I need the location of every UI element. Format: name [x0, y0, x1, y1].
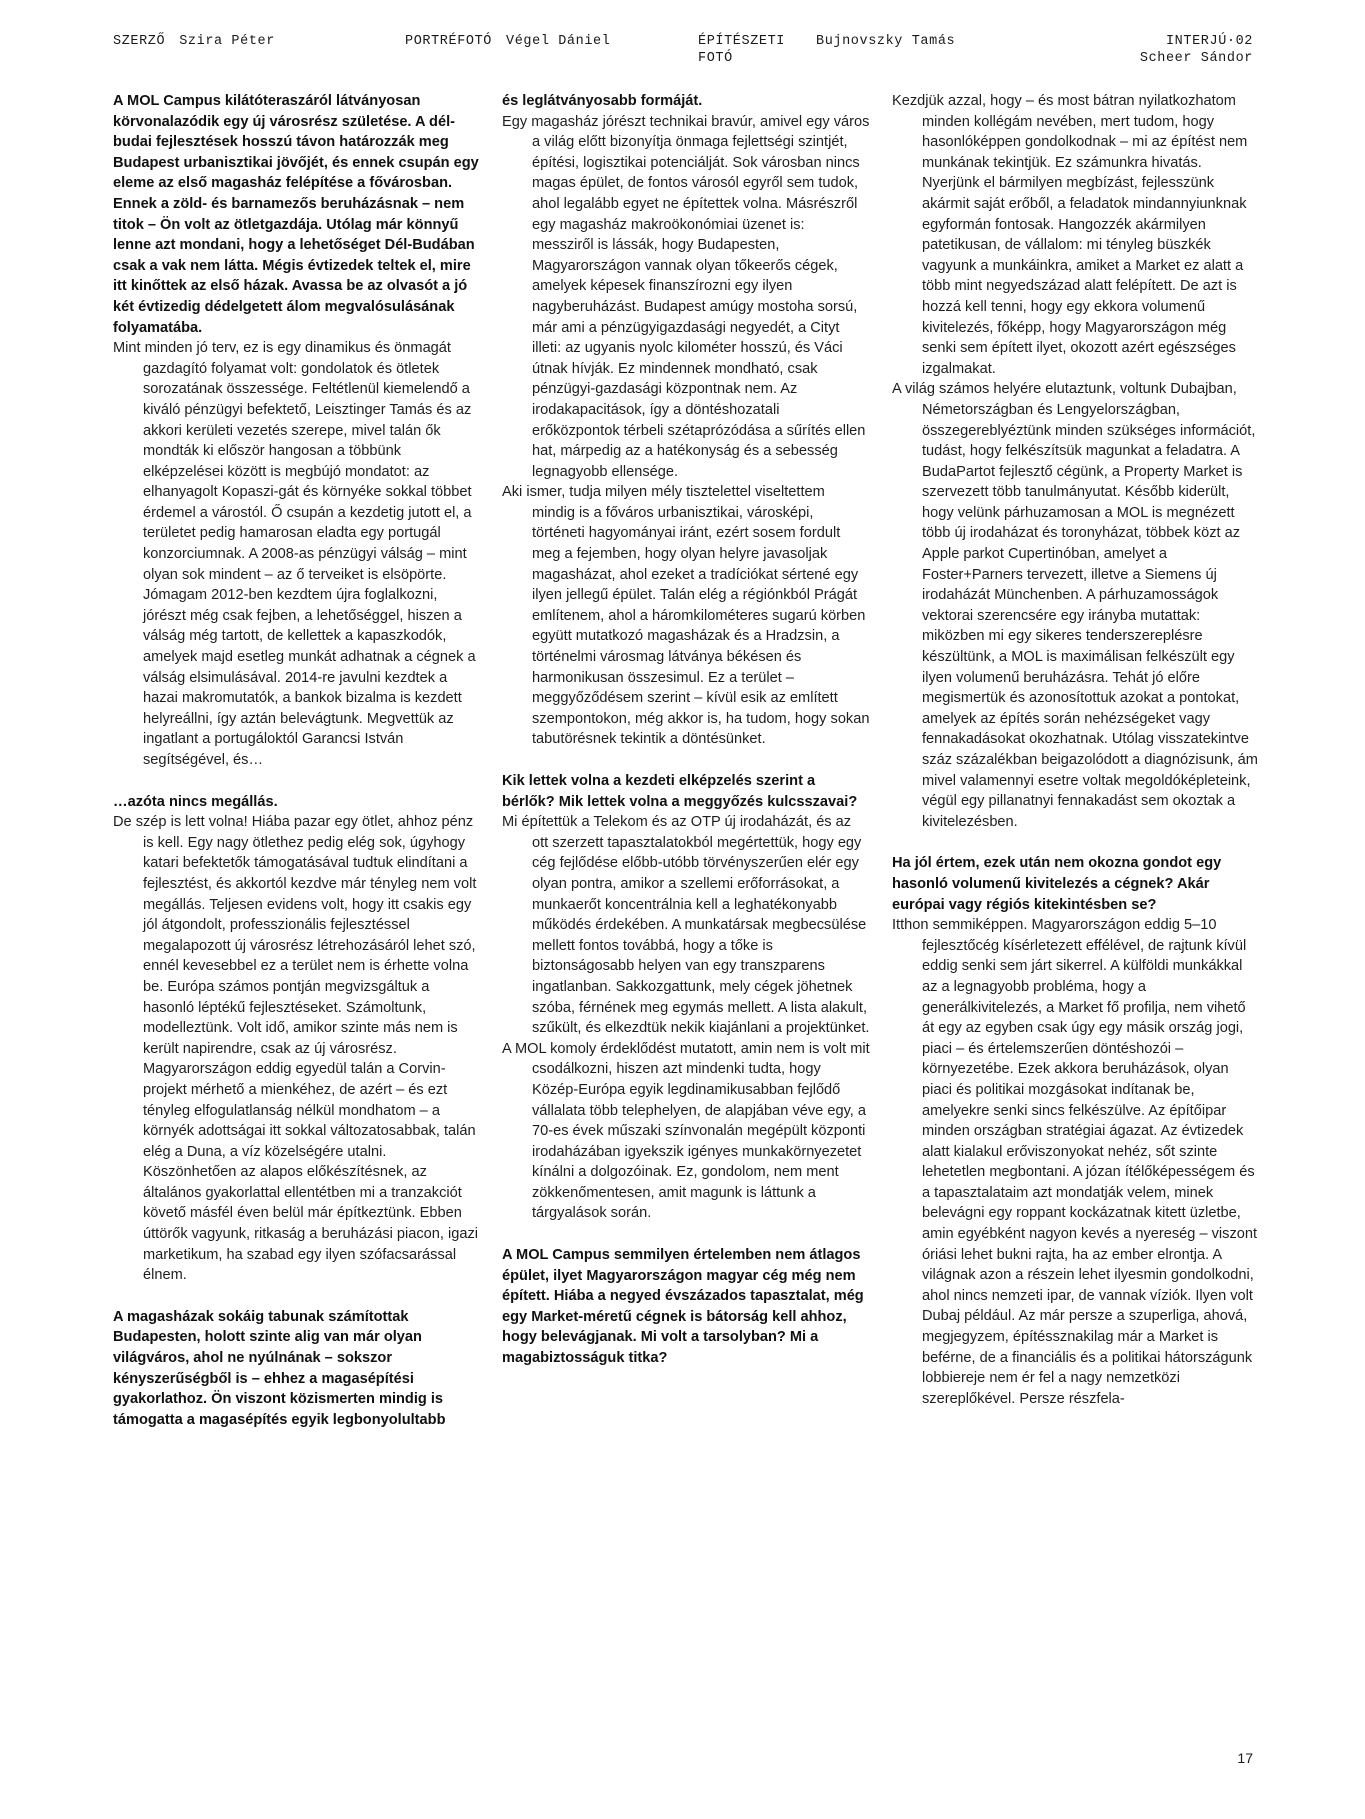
- interview-answer: Mi építettük a Telekom és az OTP új irodaházát, és az ott szerzett tapasztalatokból megértettük, hogy egy cég fejlődése előbb-utóbb törvényszerűen elér egy olyan pontra, amikor a szellemi erőforrásokat, a munkaerőt koncentrálnia kell a leghatékonyabb működés érdekében. A munkatársak megbecsülése mellett fontos továbbá, hogy a tőke is biztonságosabb helyen van egy transzparens ingatlanban. Sakkozgattunk, mely cégek jöhetnek szóba, férnének meg egymás mellett. A lista alakult, szűkült, és elkezdtük nekik kiajánlani a projektünket.: [502, 814, 870, 1037]
- author-label: SZERZŐ: [113, 34, 166, 49]
- text-column-3: [892, 91, 1260, 1409]
- page-number: 17: [1237, 1750, 1253, 1766]
- text-column-1: [113, 91, 481, 1430]
- paragraph-gap: [502, 1224, 870, 1245]
- paragraph-gap: [113, 1286, 481, 1307]
- interview-answer: Kezdjük azzal, hogy – és most bátran nyilatkozhatom minden kollégám nevében, mert tudom, hogy hasonlóképpen gondolkodnak – mi az építést nem munkának tekintjük. Ez számunkra hivatás. Nyerjünk el bármilyen megbízást, fejlesszünk akármit saját erőből, a feladatok mindannyiunknak egyformán fontosak. Hangozzék akármilyen patetikusan, de vállalom: mi tényleg büszkék vagyunk a munkáinkra, amiket a Market ez alatt a több mint negyedszázad alatt felépített. De azt is hozzá kell tenni, hogy egy ekkora volumenű kivitelezés, főképp, hogy Magyarországon még senki sem épített ilyet, okozott azért egészséges izgalmakat.: [892, 93, 1248, 377]
- interview-answer: Itthon semmiképpen. Magyarországon eddig 5–10 fejlesztőcég kísérletezett effélével, de rajtunk kívül eddig senki sem járt sikerrel. A külföldi munkákkal az a legnagyobb probléma, hogy a generálkivitelezés, a Market fő profilja, nem vihető át egy az egyben csak úgy egy másik ország jogi, piaci – és értelemszerűen döntéshozói – környezetébe. Ezek akkora beruházások, olyan piaci és politikai mozgásokat indítanak be, amelyekre senki sincs felkészülve. Az építőipar minden országban stratégiai ágazat. Az évtizedek alatt kialakul erőviszonyokat nehéz, sőt szinte lehetetlen megbontani. A józan ítélőképességem és a tapasztalataim azt mondatják velem, minek belevágni egy roppant kockázatnak kitett üzletbe, amin egyébként nagyon kevés a nyereség – viszont óriási lehet bukni rajta, ha az ember elrontja. A világnak azon a részein lehet ilyesmin gondolkodni, ahol nincs nemzeti ipar, de vannak víziók. Ilyen volt Dubaj például. Az már persze a szuperliga, ahová, megjegyzem, építéssznakilag már a Market is beférne, de a financiális és a politikai hátországunk lobbiereje nem ér fel a nagy nemzetközi szereplőkével. Persze részfela-: [892, 917, 1258, 1407]
- interview-answer: Aki ismer, tudja milyen mély tisztelettel viseltettem mindig is a főváros urbanisztikai, városképi, történeti hagyományai iránt, ezért sosem fordult meg a fejemben, hogy olyan helyre javasoljak magasházat, ahol ezeket a tradíciókat sértené egy ilyen jellegű épület. Talán elég a régiónkból Prágát említenem, ahol a háromkilométeres sugarú körben együtt mutatkozó magasházak és a Hradzsin, a történelmi városmag látványa békésen és harmonikusan összesimul. Ez a terület – meggyőződésem szerint – kívül esik az említett szempontokon, még akkor is, ha tudom, hogy sokan tabutörésnek tekintik a döntésünket.: [502, 484, 870, 748]
- architecture-photographer-2: Scheer Sándor: [1139, 51, 1253, 66]
- section-credit: [1140, 33, 1253, 67]
- architecture-photo-label: [698, 33, 802, 67]
- paragraph-gap: [892, 832, 1260, 853]
- portrait-label: PORTRÉFOTÓ: [405, 34, 493, 49]
- interview-answer: Mint minden jó terv, ez is egy dinamikus és önmagát gazdagító folyamat volt: gondolatok és ötletek sorozatának összessége. Feltétlenül kiemelendő a kiváló pénzügyi befektető, Leisztinger Tamás és az akkori kerületi vezetés szerepe, mivel talán ők mondták ki először hangosan a többünk elképzelései között is megbújó mondatot: az elhanyagolt Kopaszi-gát és környéke sokkal többet érdemel a várostól. Ő csupán a kezdetig jutott el, a területet pedig hamarosan eladta egy portugál konzorciumnak. A 2008-as pénzügyi válság – mint olyan sok mindent – az ő terveiket is elsöpörte. Jómagam 2012-ben kezdtem újra foglalkozni, jórészt még csak fejben, a lehetőséggel, hiszen a válság még tartott, de kellettek a kapaszkodók, amelyek majd esetleg munkát adhatnak a cégnek a válság elsimulásával. 2014-re javulni kezdtek a hazai makromutatók, a bankok bizalma is kezdett helyreállni, így aztán belevágtunk. Megvettük az ingatlant a portugáloktól Garancsi István segítségével, és…: [113, 340, 476, 768]
- author-name: Szira Péter: [179, 34, 275, 49]
- portrait-name: Végel Dániel: [506, 34, 611, 49]
- interview-answer: De szép is lett volna! Hiába pazar egy ötlet, ahhoz pénz is kell. Egy nagy ötlethez pedig elég sok, úgyhogy katari befektetők támogatásával tudtuk elindítani a fejlesztést, és akkortól kezdve már tényleg nem volt megállás. Teljesen evidens volt, hogy itt csakis egy jól átgondolt, professzionális fejlesztéssel megalapozott új városrész létrehozásáról lehet szó, ennél kevesebbel ez a terület nem is érhette volna be. Európa számos pontján megvizsgáltuk a hasonló léptékű fejlesztéseket. Számoltunk, modelleztünk. Volt idő, amikor szinte más nem is került napirendre, csak az új városrész. Magyarországon eddig egyedül talán a Corvin-projekt mérhető a mienkéhez, de azért – és ezt tényleg elfogulatlanság nélkül mondhatom – a környék adottságai itt sokkal változatosabbak, talán elég a Duna, a víz közelségére utalni. Köszönhetően az alapos előkészítésnek, az általános gyakorlattal ellentétben mi a tranzakciót követő másfél éven belül már építkeztünk. Ebben úttörők vagyunk, ritkaság a beruházási piacon, igazi marketikum, ha szabad egy ilyen szófacsarással élnem.: [113, 814, 479, 1284]
- architecture-photo-label-line2: FOTÓ: [698, 51, 733, 66]
- interview-question: A MOL Campus semmilyen értelemben nem átlagos épület, ilyet Magyarországon magyar cég még nem épített. Hiába a negyed évszázados tapasztalat, még egy Market-méretű cégnek is bátorság kell ahhoz, hogy belevágjanak. Mi volt a tarsolyban? Mi a magabiztosságuk titka?: [502, 1247, 864, 1367]
- paragraph-gap: [113, 771, 481, 792]
- interview-question: és leglátványosabb formáját.: [502, 93, 703, 109]
- architecture-photo-label-line1: ÉPÍTÉSZETI: [698, 34, 786, 49]
- section-label: INTERJÚ·02: [1165, 34, 1253, 49]
- interview-question: Ha jól értem, ezek után nem okozna gondot egy hasonló volumenű kivitelezés a cégnek? Akár európai vagy régiós kitekintésben se?: [892, 855, 1222, 913]
- interview-question: A magasházak sokáig tabunak számítottak Budapesten, holott szinte alig van már olyan világváros, ahol ne nyúlnának – sokszor kényszerűségből is – ehhez a magasépítési gyakorlathoz. Ön viszont közismerten mindig is támogatta a magasépítés egyik legbonyolultabb: [113, 1308, 446, 1428]
- interview-answer: A MOL komoly érdeklődést mutatott, amin nem is volt mit csodálkozni, hiszen azt mindenki tudta, hogy Közép-Európa egyik legdinamikusabban fejlődő vállalata több telephelyen, de alapjában véve egy, a 70-es évek műszaki színvonalán megépült központi irodaházában igyekszik igényes munkakörnyezetet kínálni a dolgozóinak. Ez, gondolom, nem ment zökkenőmentesen, amit magunk is láttunk a tárgyalások során.: [502, 1040, 870, 1222]
- interview-question: A MOL Campus kilátóteraszáról látványosan körvonalazódik egy új városrész születése. A dél-budai fejlesztések hosszú távon határozzák meg Budapest urbanisztikai jövőjét, és ennek csupán egy eleme az első magasház felépítése a fővárosban. Ennek a zöld- és barnamezős beruházásnak – nem titok – Ön volt az ötletgazdája. Utólag már könnyű lenne azt mondani, hogy a lehetőséget Dél-Budában csak a vak nem látta. Mégis évtizedek teltek el, mire itt kinőttek az első házak. Avassa be az olvasót a jó két évtizedig dédelgetett álom megvalósulásának folyamatába.: [113, 93, 479, 336]
- paragraph-gap: [502, 750, 870, 771]
- architecture-photo-credit: [698, 33, 955, 67]
- interview-answer: Egy magasház jórészt technikai bravúr, amivel egy város a világ előtt bizonyítja önmaga fejlettségi szintjét, építési, logisztikai potenciálját. Sok városban nincs magas épület, de fontos városól egyről sem tudok, ahol legalább egyet ne építettek volna. Másrészről egy magasház makroökonómiai üzenet is: messziről is lássák, hogy Budapesten, Magyarországon vannak olyan tőkeerős cégek, amelyek képesek finanszírozni egy ilyen nagyberuházást. Budapest amúgy mostoha sorsú, már ami a pénzügyigazdasági negyedét, a Cityt illeti: az ugyanis nyolc kilométer hosszú, és Váci útnak hívják. Ez mindennek mondható, csak pénzügyi-gazdasági központnak nem. Az irodakapacitások, így a döntéshozatali erőközpontok térbeli szétaprózódása a sűrítés ellen hat, márpedig az a hatékonyság és a sebesség legnagyobb ellensége.: [502, 113, 870, 480]
- interview-answer: A világ számos helyére elutaztunk, voltunk Dubajban, Németországban és Lengyelországban, összegereblyéztünk minden szükséges információt, tudást, hogy felkészítsük magunkat a feladatra. A BudaPartot fejlesztő cégünk, a Property Market is szervezett több tanulmányutat. Később kiderült, hogy velünk párhuzamosan a MOL is megnézett több új irodaházat és toronyházat, többek közt az Apple parkot Cupertinóban, amelyet a Foster+Parners tervezett, illetve a Siemens új irodaházát Münchenben. A párhuzamosságok vektorai szerencsére egy irányba mutattak: miközben mi egy sikeres tenderszereplésre készültünk, a MOL is maximálisan felkészült egy ilyen volumenű beruházásra. Tehát jó előre megismertük és azonosítottuk azokat a pontokat, amelyek az építés során nehézségeket vagy fennakadásokat okozhatnak. Utólag visszatekintve száz százalékban beigazolódott a diagnózisunk, ám mivel valamennyi esetre voltak megoldóképleteink, végül egy pillanatnyi fennakadást sem okoztak a kivitelezésben.: [892, 381, 1258, 830]
- text-column-2: [502, 91, 870, 1369]
- author-credit: [113, 33, 275, 50]
- interview-question: …azóta nincs megállás.: [113, 793, 278, 810]
- architecture-photographer: Bujnovszky Tamás: [816, 34, 956, 49]
- portrait-credit: [405, 33, 610, 50]
- interview-question: Kik lettek volna a kezdeti elképzelés szerint a bérlők? Mik lettek volna a meggyőzés kulcsszavai?: [502, 773, 858, 810]
- page-header: [113, 33, 1253, 73]
